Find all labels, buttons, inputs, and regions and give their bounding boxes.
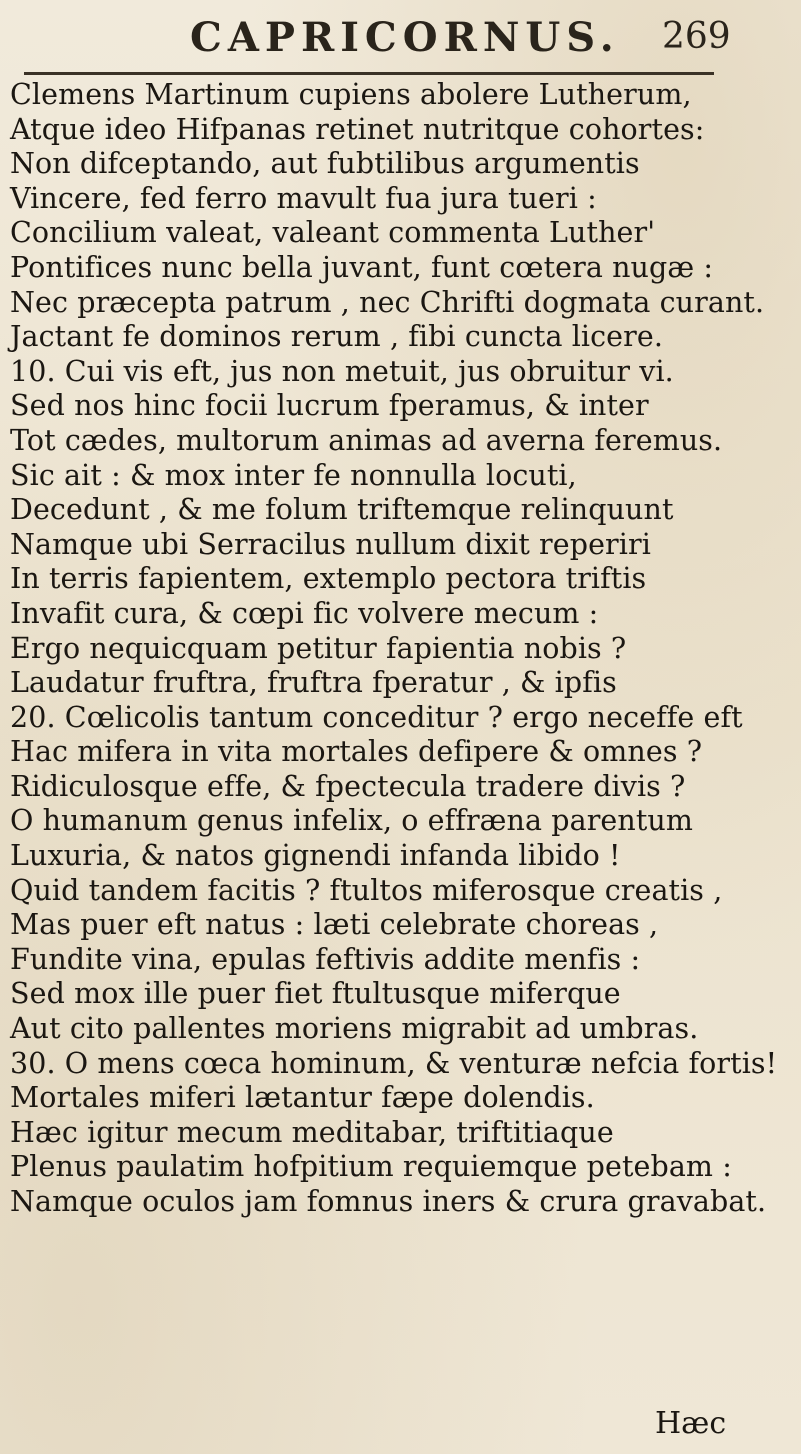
verse-line: Sed mox ille puer fiet ftultusque miferque (10, 977, 621, 1011)
verse-line: 10. Cui vis eft, jus non metuit, jus obruitur vi. (10, 354, 674, 388)
verse-line: Concilium valeat, valeant commenta Luther' (10, 216, 656, 250)
verse-line: Clemens Martinum cupiens abolere Lutherum, (10, 78, 692, 111)
verse-line: Aut cito pallentes moriens migrabit ad umbras. (10, 1012, 699, 1046)
catchword: Hæc (655, 1406, 727, 1441)
verse-line: Sed nos hinc focii lucrum fperamus, & inter (10, 389, 649, 423)
verse-line: O humanum genus infelix, o effræna parentum (10, 804, 693, 838)
verse-line: Jactant fe dominos rerum , fibi cuncta licere. (10, 320, 664, 354)
verse-line: Laudatur fruftra, fruftra fperatur , & ipfis (10, 666, 617, 700)
verse-line: Luxuria, & natos gignendi infanda libido ! (10, 839, 621, 873)
verse-line: Pontifices nunc bella juvant, funt cœtera nugæ : (10, 250, 714, 284)
verse-line: Invafit cura, & cœpi fic volvere mecum : (10, 596, 599, 630)
verse-line: Mas puer eft natus : læti celebrate choreas , (10, 908, 659, 942)
page-number: 269 (662, 16, 731, 57)
verse-line: Ergo nequicquam petitur fapientia nobis ? (10, 631, 627, 665)
verse-line: In terris fapientem, extemplo pectora triftis (10, 562, 647, 596)
verse-line: Nec præcepta patrum , nec Chrifti dogmata curant. (10, 285, 765, 319)
verse-line: Tot cædes, multorum animas ad averna feremus. (10, 423, 723, 457)
verse-line: Namque oculos jam fomnus iners & crura gravabat. (10, 1185, 767, 1218)
page-header (0, 0, 801, 80)
verse-line: Namque ubi Serracilus nullum dixit reperiri (10, 527, 651, 561)
verse-line: Ridiculosque effe, & fpectecula tradere divis ? (10, 769, 686, 803)
running-title: CAPRICORNUS. (190, 14, 620, 61)
verse-line: Sic ait : & mox inter fe nonnulla locuti, (10, 458, 577, 492)
poem-text (10, 78, 790, 1220)
verse-line: Atque ideo Hifpanas retinet nutritque cohortes: (10, 112, 705, 146)
verse-line: Quid tandem facitis ? ftultos miferosque creatis , (10, 873, 723, 907)
verse-line: 30. O mens cœca hominum, & venturæ nefcia fortis! (10, 1046, 778, 1080)
verse-line: Fundite vina, epulas feftivis addite menfis : (10, 942, 641, 976)
verse-line: 20. Cœlicolis tantum conceditur ? ergo neceffe eft (10, 700, 743, 734)
verse-line: Non difceptando, aut fubtilibus argumentis (10, 147, 640, 181)
verse-line: Vincere, fed ferro mavult fua jura tueri : (10, 181, 597, 215)
verse-line: Hac mifera in vita mortales defipere & omnes ? (10, 735, 703, 769)
verse-line: Mortales miferi lætantur fæpe dolendis. (10, 1081, 595, 1115)
verse-line: Plenus paulatim hofpitium requiemque petebam : (10, 1150, 732, 1184)
verse-line: Hæc igitur mecum meditabar, triftitiaque (10, 1115, 614, 1149)
header-rule (24, 72, 714, 75)
verse-line: Decedunt , & me folum triftemque relinquunt (10, 493, 674, 527)
